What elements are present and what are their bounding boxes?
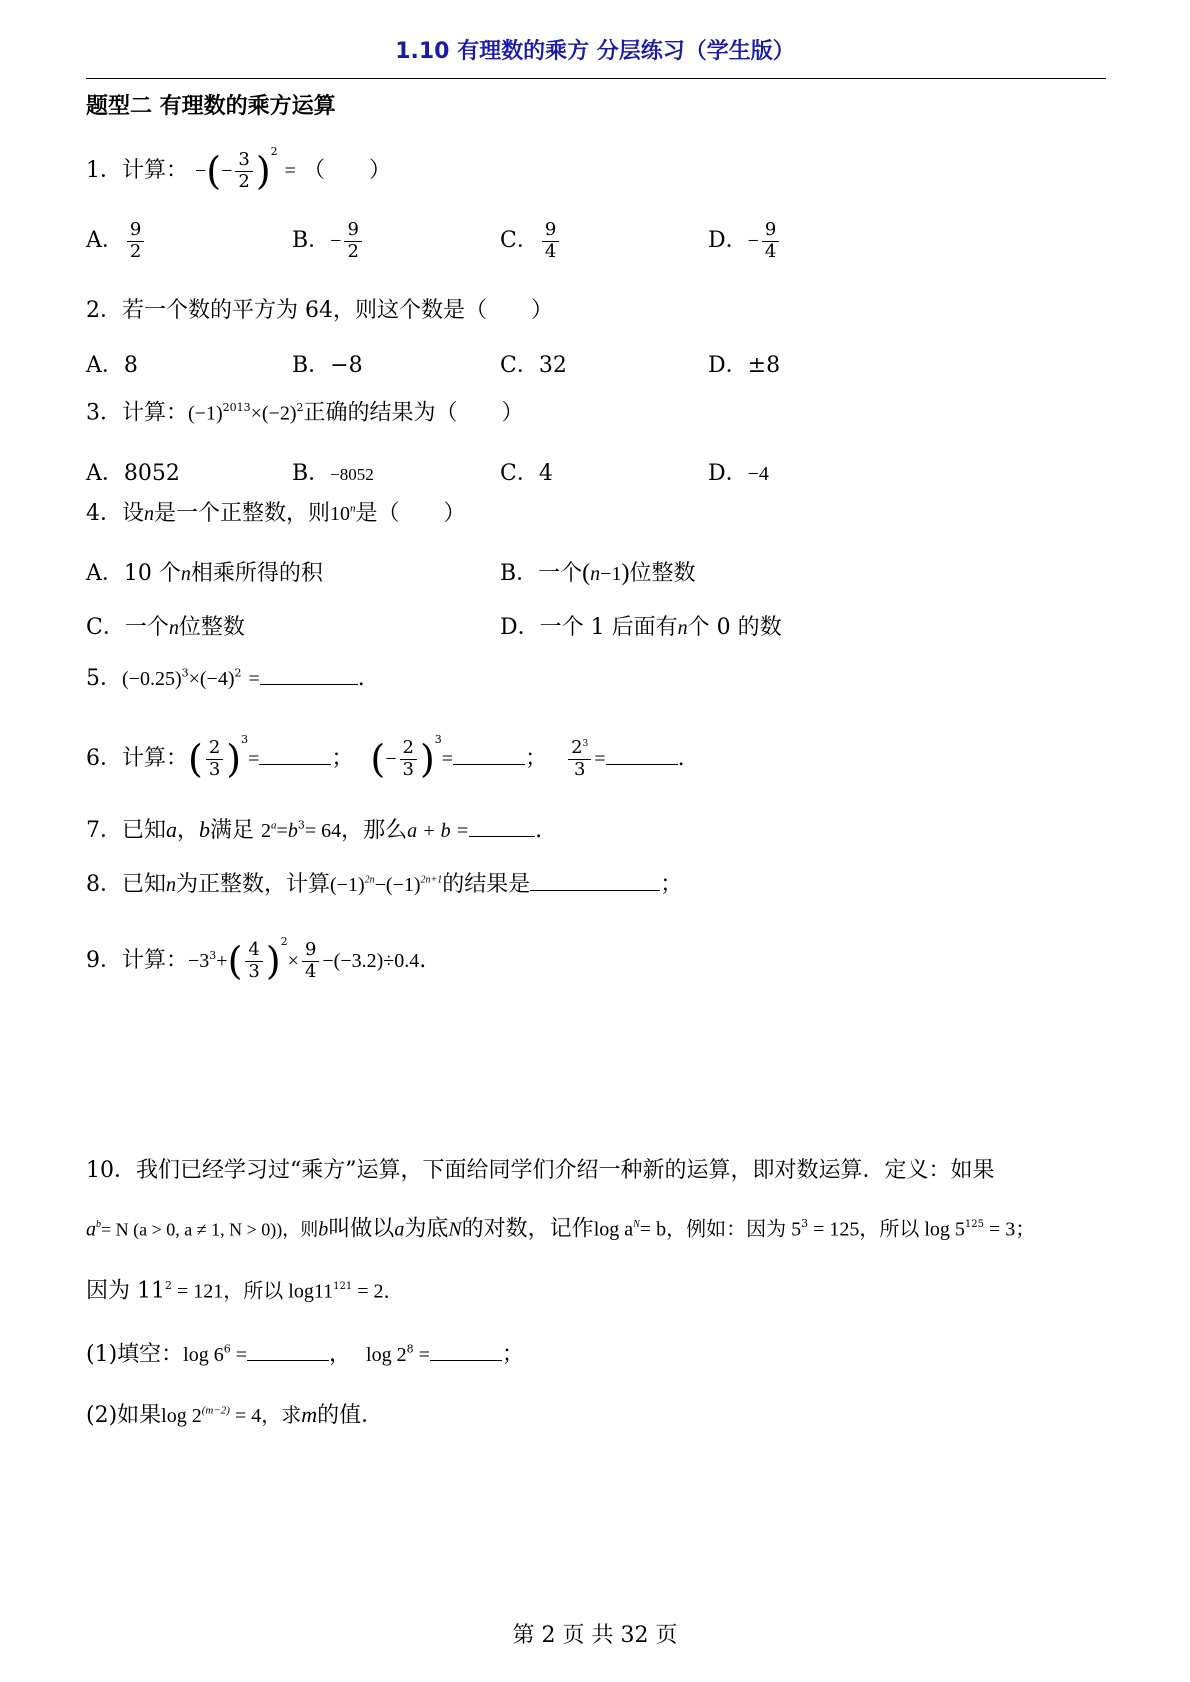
option-fraction [762,220,779,262]
equals-value: = 64 [304,820,342,842]
q8-mid: 为正整数，计算 [176,872,331,897]
question-4 [86,503,466,525]
example-text: = 3； [984,1218,1036,1241]
exponent: 3 [801,1217,809,1230]
q1-option-a [86,220,147,262]
option-tail: 个 0 的数 [687,615,782,640]
base: 10 [330,503,351,525]
paren-open: ( [188,737,203,782]
answer-blank[interactable] [530,872,660,891]
exponent: 2013 [222,401,251,414]
equals-sign: = [413,1344,430,1366]
variable-n: N [448,1218,462,1241]
paren-close: ) [255,149,271,194]
question-10-part-1 [86,1342,524,1366]
equals-sign: = [441,748,454,771]
q2-option-d: D．±8 [708,353,781,378]
question-6 [86,732,685,782]
denominator: 4 [304,960,317,982]
option-fraction [542,220,559,262]
q4-option-d [500,610,782,641]
answer-blank-1[interactable] [259,746,331,765]
question-7 [86,818,542,842]
separator: ， [329,1342,352,1367]
term-1: −3 [188,950,210,973]
equals-sign: = [594,748,606,771]
question-2: 2．若一个数的平方为 64，则这个数是（ ） [86,298,553,323]
term-2: −(−1) [374,874,421,896]
answer-blank[interactable] [260,666,358,685]
multiply-sign: × [287,950,299,973]
denominator: 2 [347,240,359,262]
exponent: 2 [165,1279,172,1292]
text: = 4，求 [229,1405,302,1427]
q4-tail: 是（ ） [355,501,466,526]
variable: n [144,503,154,525]
variable: n [168,617,179,639]
q1-lead: 1．计算： [86,158,188,184]
minus-sign: − [747,230,759,253]
q3-option-d [708,456,769,487]
paren-close: ) [419,737,435,782]
separator: ； [525,746,548,772]
denominator: 3 [573,758,586,780]
equals-sign: = [248,748,260,771]
plus-sign: + [216,950,228,973]
comma: ， [177,818,200,843]
equals-sign: = [248,668,260,690]
variable-b: b [199,817,211,842]
exponent: N [633,1219,640,1230]
option-label: B． [292,228,331,254]
option-value: −8052 [330,465,374,484]
paren-close: ) [226,737,242,782]
fraction [206,738,223,780]
answer-paren: （ ） [302,158,391,184]
example-text: = b，例如：因为 5 [639,1218,802,1241]
q9-lead: 9．计算： [86,948,188,974]
paren-close: ) [621,560,630,586]
option-label: A． [86,228,124,254]
question-1 [86,144,391,194]
option-label: B． [292,461,331,486]
numerator: 3 [235,150,252,172]
equals-sign: = [230,1344,248,1366]
page-footer: 第 2 页 共 32 页 [512,1623,678,1648]
sum-expression: a + b = [407,820,470,842]
variable-a: a [166,817,177,842]
fraction [400,738,417,780]
q1-option-d [708,220,782,262]
q3-option-a: A．8052 [86,461,180,486]
numerator: 4 [245,940,262,962]
numerator: $2^3$ [568,738,591,760]
base: (−1) [188,402,223,425]
q3-option-c: C．4 [500,461,553,486]
q4-lead: 4．设 [86,501,144,526]
q7-mid: 满足 [210,818,255,843]
q8-lead: 8．已知 [86,872,166,897]
text: = 2． [352,1280,404,1303]
header-divider [86,78,1106,79]
paren-open: ( [206,149,222,194]
denominator: 2 [129,240,142,262]
log-expression: log 2 [161,1405,202,1427]
exponent: 8 [406,1342,414,1356]
question-10-line-1: 10．我们已经学习过“乘方”运算，下面给同学们介绍一种新的运算，即对数运算．定义：如果 [86,1158,995,1183]
numerator: 9 [762,220,779,242]
log-expression: log 2 [366,1344,407,1366]
exponent: 6 [223,1342,231,1356]
text: 的值． [317,1403,384,1428]
question-8 [86,872,682,896]
fraction [245,940,262,982]
exponent: 2 [270,144,278,158]
exponent: 2 [296,401,304,414]
minus-sign: − [195,160,207,183]
variable: n [166,874,176,896]
text: 叫做以 [328,1216,395,1242]
minus-one: −1 [600,563,622,585]
question-10-part-2 [86,1404,383,1427]
numerator: 9 [127,220,144,242]
minus-sign: − [385,748,397,771]
option-label: D． [708,228,748,254]
variable-b: b [287,820,298,842]
multiply-term: ×(−2) [250,402,297,425]
option-fraction [344,220,361,262]
part-label: (2)如果 [86,1403,162,1428]
answer-blank-1[interactable] [247,1342,329,1361]
term-3: −(−3.2)÷0.4 [322,950,420,973]
q1-fraction [235,150,252,192]
answer-blank-3[interactable] [606,746,678,765]
answer-blank[interactable] [469,818,535,837]
option-label: C． [500,228,539,254]
denominator: 3 [402,758,414,780]
log-expression: log a [593,1218,634,1241]
denominator: 3 [248,960,260,982]
option-tail: 位整数 [629,561,696,586]
exponent: 3 [241,732,249,746]
q4-mid: 是一个正整数，则 [154,501,331,526]
option-tail: 位整数 [178,615,245,640]
exponent: 2 [280,934,288,948]
equals-sign: = [276,820,288,842]
q7-tail: ，那么 [341,818,408,843]
answer-blank-2[interactable] [430,1342,502,1361]
q5-lead: 5． [86,666,122,691]
q2-option-b: B．−8 [292,353,363,378]
text: 因为 11 [86,1278,165,1304]
denominator: 3 [208,758,221,780]
variable-a: a [86,1218,96,1241]
period: . [419,948,427,974]
fraction [302,940,319,982]
variable-m: m [301,1402,318,1427]
exponent: n [350,502,356,515]
text: 为底 [404,1216,449,1242]
log-expression: log 6 [183,1344,224,1366]
variable: n [590,563,601,585]
page-header: 1.10 有理数的乘方 分层练习（学生版） [395,39,795,64]
period: . [535,818,543,843]
numerator: 2 [400,738,417,760]
numerator: 9 [542,220,559,242]
q6-lead: 6．计算： [86,746,188,772]
exponent: 3 [181,666,189,680]
q4-option-c [86,610,245,641]
question-10-line-2 [86,1218,1035,1240]
q8-tail: 的结果是 [442,872,531,897]
section-title: 题型二 有理数的乘方运算 [86,94,336,119]
fraction [568,738,591,780]
question-3 [86,402,524,424]
text: 的对数，记作 [461,1216,594,1242]
exponent: 121 [333,1281,353,1292]
exponent: a [271,819,277,832]
q3-tail: 正确的结果为（ ） [303,400,524,426]
paren-open: ( [370,737,386,782]
option-tail: 相乘所得的积 [190,561,323,586]
q4-option-a [86,556,323,587]
semicolon: ； [501,1342,524,1367]
q7-lead: 7．已知 [86,818,166,843]
exponent: 3 [297,818,305,832]
paren-close: ) [265,939,281,984]
option-fraction [127,220,144,262]
q4-option-b [500,556,695,587]
paren-open: ( [227,939,243,984]
term-1: (−1) [330,874,365,896]
question-10-line-3 [86,1280,403,1302]
option-label: D．一个 1 后面有 [500,615,678,640]
exponent: 125 [964,1219,985,1230]
denominator: 4 [544,240,557,262]
period: . [677,746,685,772]
exponent: (m−2) [201,1404,230,1417]
separator: ； [331,746,354,772]
variable-a: a [394,1218,405,1241]
base: 2 [261,820,272,842]
term-2: ×(−4) [188,668,235,690]
option-label: B．一个 [500,561,583,586]
period: . [357,666,365,691]
numerator: 9 [344,220,361,242]
exponent: b [96,1219,101,1230]
variable: n [180,563,191,585]
minus-sign: − [221,160,233,183]
option-label: D． [708,461,748,486]
numerator: 2 [206,738,223,760]
option-label: C．一个 [86,615,169,640]
denominator: 2 [238,170,250,192]
q1-option-c [500,220,562,262]
variable: n [677,617,688,639]
equals-sign: = [284,160,296,183]
question-5 [86,666,365,690]
exponent: 2 [234,666,242,680]
exponent: 2n [364,874,375,886]
exponent: 3 [434,732,442,746]
q3-option-b [292,456,374,487]
q2-option-c: C．32 [500,353,567,378]
definition-condition: = N (a > 0, a ≠ 1, N > 0))，则 [101,1219,319,1240]
paren-open: ( [582,560,591,586]
denominator: 4 [764,240,777,262]
exponent: 2n+1 [420,874,443,886]
semicolon: ； [660,872,683,897]
variable-b: b [318,1218,329,1241]
option-label: A．10 个 [86,561,181,586]
option-value: −4 [747,463,769,485]
question-9 [86,934,427,984]
q2-option-a: A．8 [86,353,138,378]
minus-sign: − [330,230,342,253]
numerator: 9 [302,940,319,962]
exponent: 3 [209,948,217,962]
answer-blank-2[interactable] [453,746,525,765]
term-1: (−0.25) [122,668,182,690]
q3-lead: 3．计算： [86,400,188,426]
text: = 121，所以 log11 [172,1280,334,1303]
example-text: = 125，所以 log 5 [808,1218,965,1241]
q1-option-b [292,220,365,262]
part-label: (1)填空： [86,1342,184,1367]
